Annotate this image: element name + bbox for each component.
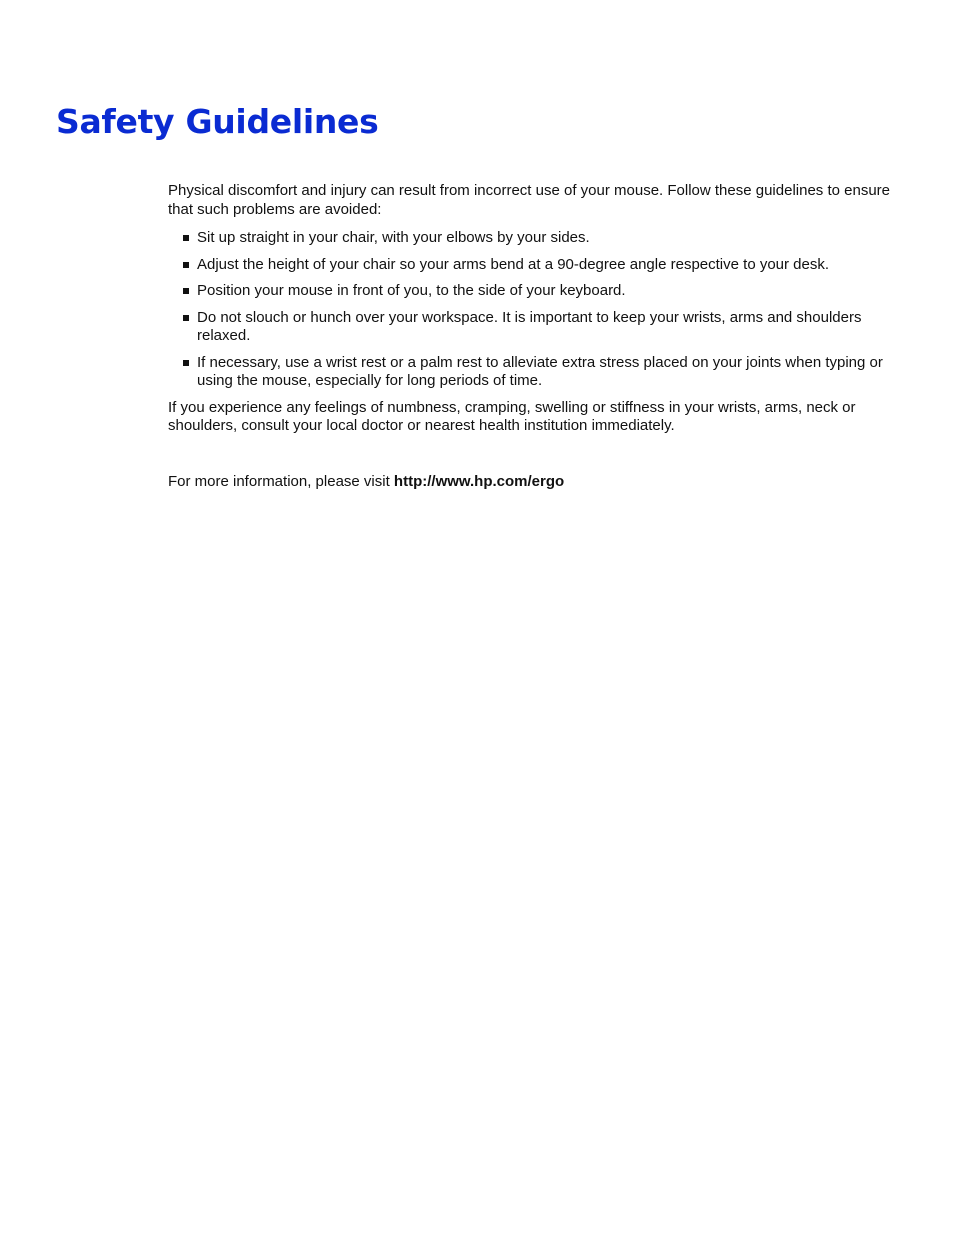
document-body [168, 182, 898, 491]
guidelines-list [168, 229, 898, 391]
square-bullet-icon [183, 262, 189, 268]
list-item [182, 229, 898, 248]
more-info-line [168, 473, 898, 492]
guideline-text: Position your mouse in front of you, to the side of your keyboard. [197, 282, 626, 299]
intro-paragraph: Physical discomfort and injury can result from incorrect use of your mouse. Follow these guidelines to ensure that such problems are avoided: [168, 182, 890, 218]
list-item [182, 354, 898, 391]
list-item [182, 282, 898, 301]
ergo-link[interactable]: http://www.hp.com/ergo [393, 472, 565, 490]
page-title: Safety Guidelines [56, 102, 379, 141]
square-bullet-icon [183, 360, 189, 366]
guideline-text: Sit up straight in your chair, with your elbows by your sides. [197, 229, 590, 246]
guideline-text: Adjust the height of your chair so your arms bend at a 90-degree angle respective to your desk. [197, 255, 830, 273]
square-bullet-icon [183, 315, 189, 321]
guideline-text: If necessary, use a wrist rest or a palm rest to alleviate extra stress placed on your joints when typing or using the mouse, especially for long periods of time. [197, 353, 883, 389]
guideline-text: Do not slouch or hunch over your workspace. It is important to keep your wrists, arms and shoulders relaxed. [197, 308, 862, 344]
list-item [182, 256, 898, 275]
square-bullet-icon [183, 288, 189, 294]
square-bullet-icon [183, 235, 189, 241]
list-item [182, 309, 898, 346]
closing-paragraph: If you experience any feelings of numbness, cramping, swelling or stiffness in your wrists, arms, neck or shoulders, consult your local doctor or nearest health institution immediately. [168, 398, 856, 434]
more-info-prefix: For more information, please visit [168, 472, 394, 490]
